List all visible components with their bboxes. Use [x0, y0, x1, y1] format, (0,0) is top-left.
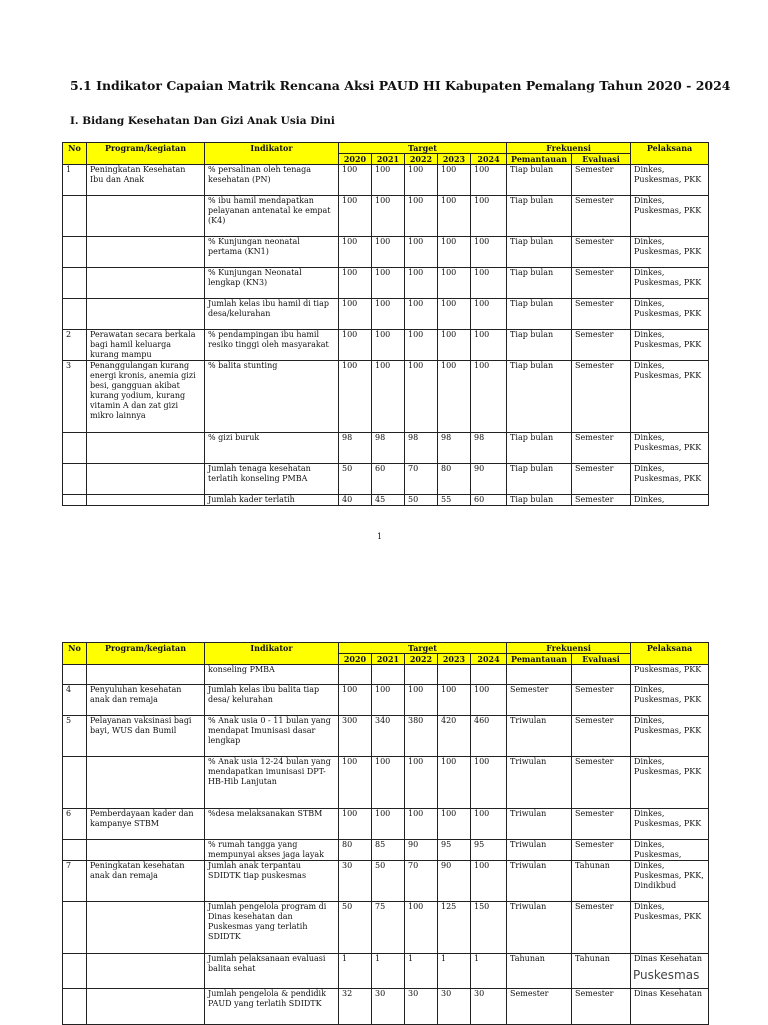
table-row	[63, 196, 709, 237]
target-2020-cell: 100	[339, 809, 372, 840]
pemantauan-cell: Tahunan	[507, 954, 572, 989]
pelaksana-cell: Dinkes, Puskesmas, PKK	[631, 268, 709, 299]
target-2024-cell: 90	[471, 464, 507, 495]
target-2020-cell: 98	[339, 433, 372, 464]
target-2024-cell: 100	[471, 861, 507, 902]
pelaksana-cell: Dinkes, Puskesmas, PKK	[631, 330, 709, 361]
pelaksana-cell: Puskesmas, PKK	[631, 665, 709, 685]
target-2021-cell: 100	[372, 361, 405, 433]
row-number	[63, 433, 87, 464]
target-2021-cell: 100	[372, 809, 405, 840]
pelaksana-cell: Dinkes, Puskesmas, PKK	[631, 237, 709, 268]
evaluasi-cell: Semester	[572, 196, 631, 237]
pemantauan-cell	[507, 665, 572, 685]
target-2020-cell: 80	[339, 840, 372, 861]
row-number	[63, 902, 87, 954]
indikator-cell: % ibu hamil mendapatkan pelayanan antenatal ke empat (K4)	[205, 196, 339, 237]
indikator-cell: % balita stunting	[205, 361, 339, 433]
target-2021-cell: 50	[372, 861, 405, 902]
target-2024-cell: 95	[471, 840, 507, 861]
target-2022-cell: 70	[405, 464, 438, 495]
header-year: 2022	[405, 654, 438, 665]
row-number	[63, 464, 87, 495]
target-2023-cell: 55	[438, 495, 471, 506]
target-2022-cell: 30	[405, 989, 438, 1025]
table-row	[63, 299, 709, 330]
pemantauan-cell: Triwulan	[507, 757, 572, 809]
target-2021-cell	[372, 665, 405, 685]
pelaksana-cell: Dinas Kesehatan	[631, 954, 709, 989]
header-indikator: Indikator	[205, 643, 339, 665]
pelaksana-cell: Dinkes, Puskesmas, PKK	[631, 464, 709, 495]
program-cell	[87, 299, 205, 330]
target-2023-cell	[438, 665, 471, 685]
program-cell	[87, 757, 205, 809]
indikator-cell: Jumlah pengelola program di Dinas kesehatan dan Puskesmas yang terlatih SDIDTK	[205, 902, 339, 954]
target-2023-cell: 100	[438, 165, 471, 196]
evaluasi-cell	[572, 665, 631, 685]
pemantauan-cell: Tiap bulan	[507, 299, 572, 330]
evaluasi-cell: Semester	[572, 268, 631, 299]
target-2020-cell: 1	[339, 954, 372, 989]
pemantauan-cell: Triwulan	[507, 840, 572, 861]
pemantauan-cell: Semester	[507, 685, 572, 716]
pelaksana-cell: Dinkes, Puskesmas,	[631, 840, 709, 861]
target-2024-cell: 100	[471, 196, 507, 237]
evaluasi-cell: Semester	[572, 716, 631, 757]
indikator-cell: Jumlah pengelola & pendidik PAUD yang terlatih SDIDTK	[205, 989, 339, 1025]
indikator-cell: % Kunjungan neonatal pertama (KN1)	[205, 237, 339, 268]
target-2020-cell: 100	[339, 237, 372, 268]
header-pelaksana: Pelaksana	[631, 643, 709, 665]
header-year: 2022	[405, 154, 438, 165]
evaluasi-cell: Semester	[572, 165, 631, 196]
target-2020-cell: 100	[339, 330, 372, 361]
indikator-cell: Jumlah anak terpantau SDIDTK tiap puskesmas	[205, 861, 339, 902]
target-2020-cell: 40	[339, 495, 372, 506]
row-number	[63, 495, 87, 506]
table-row	[63, 268, 709, 299]
evaluasi-cell: Semester	[572, 361, 631, 433]
program-cell	[87, 433, 205, 464]
table-row	[63, 330, 709, 361]
target-2021-cell: 45	[372, 495, 405, 506]
target-2022-cell: 100	[405, 237, 438, 268]
target-2022-cell: 100	[405, 268, 438, 299]
puskesmas-watermark: Puskesmas	[633, 968, 700, 982]
target-2020-cell: 32	[339, 989, 372, 1025]
evaluasi-cell: Semester	[572, 433, 631, 464]
target-2020-cell: 100	[339, 685, 372, 716]
page-number: 1	[377, 532, 383, 541]
evaluasi-cell: Tahunan	[572, 861, 631, 902]
target-2020-cell: 300	[339, 716, 372, 757]
pemantauan-cell: Tiap bulan	[507, 495, 572, 506]
pemantauan-cell: Triwulan	[507, 809, 572, 840]
target-2023-cell: 100	[438, 809, 471, 840]
header-pemantauan: Pemantauan	[507, 654, 572, 665]
header-year: 2024	[471, 154, 507, 165]
header-evaluasi: Evaluasi	[572, 154, 631, 165]
indikator-cell: Jumlah kelas ibu hamil di tiap desa/kelurahan	[205, 299, 339, 330]
target-2024-cell: 100	[471, 299, 507, 330]
table-row	[63, 361, 709, 433]
evaluasi-cell: Semester	[572, 840, 631, 861]
row-number: 5	[63, 716, 87, 757]
target-2021-cell: 60	[372, 464, 405, 495]
target-2023-cell: 125	[438, 902, 471, 954]
header-year: 2023	[438, 654, 471, 665]
row-number	[63, 665, 87, 685]
row-number	[63, 196, 87, 237]
target-2022-cell: 70	[405, 861, 438, 902]
program-cell	[87, 989, 205, 1025]
evaluasi-cell: Semester	[572, 464, 631, 495]
target-2024-cell: 100	[471, 330, 507, 361]
pemantauan-cell: Tiap bulan	[507, 361, 572, 433]
pelaksana-cell: Dinkes, Puskesmas, PKK	[631, 757, 709, 809]
target-2022-cell: 100	[405, 361, 438, 433]
target-2023-cell: 100	[438, 268, 471, 299]
indikator-cell: % Anak usia 12-24 bulan yang mendapatkan imunisasi DPT-HB-Hib Lanjutan	[205, 757, 339, 809]
target-2021-cell: 100	[372, 685, 405, 716]
program-cell: Peningkatan Kesehatan Ibu dan Anak	[87, 165, 205, 196]
program-cell	[87, 196, 205, 237]
evaluasi-cell: Semester	[572, 330, 631, 361]
target-2024-cell: 100	[471, 268, 507, 299]
row-number: 6	[63, 809, 87, 840]
pemantauan-cell: Tiap bulan	[507, 433, 572, 464]
target-2024-cell: 98	[471, 433, 507, 464]
indikator-cell: Jumlah kelas ibu balita tiap desa/ kelurahan	[205, 685, 339, 716]
program-cell	[87, 954, 205, 989]
row-number: 1	[63, 165, 87, 196]
table-row	[63, 464, 709, 495]
header-frekuensi: Frekuensi	[507, 643, 631, 654]
target-2020-cell: 100	[339, 268, 372, 299]
indikator-cell: % persalinan oleh tenaga kesehatan (PN)	[205, 165, 339, 196]
pemantauan-cell: Tiap bulan	[507, 237, 572, 268]
pemantauan-cell: Tiap bulan	[507, 268, 572, 299]
program-cell: Pelayanan vaksinasi bagi bayi, WUS dan Bumil	[87, 716, 205, 757]
row-number	[63, 757, 87, 809]
row-number	[63, 237, 87, 268]
target-2022-cell: 100	[405, 809, 438, 840]
header-year: 2023	[438, 154, 471, 165]
table-row	[63, 809, 709, 840]
evaluasi-cell: Semester	[572, 685, 631, 716]
header-year: 2024	[471, 654, 507, 665]
table-row	[63, 716, 709, 757]
target-2021-cell: 100	[372, 757, 405, 809]
pemantauan-cell: Tiap bulan	[507, 165, 572, 196]
row-number	[63, 840, 87, 861]
target-2021-cell: 75	[372, 902, 405, 954]
pemantauan-cell: Triwulan	[507, 861, 572, 902]
target-2021-cell: 100	[372, 237, 405, 268]
target-2022-cell	[405, 665, 438, 685]
row-number	[63, 954, 87, 989]
target-2024-cell: 100	[471, 809, 507, 840]
target-2023-cell: 100	[438, 757, 471, 809]
header-evaluasi: Evaluasi	[572, 654, 631, 665]
header-year: 2021	[372, 654, 405, 665]
program-cell	[87, 237, 205, 268]
target-2020-cell: 50	[339, 464, 372, 495]
indikator-cell: konseling PMBA	[205, 665, 339, 685]
table-row	[63, 433, 709, 464]
pelaksana-cell: Dinkes, Puskesmas, PKK	[631, 196, 709, 237]
target-2020-cell: 100	[339, 165, 372, 196]
pemantauan-cell: Triwulan	[507, 716, 572, 757]
target-2022-cell: 98	[405, 433, 438, 464]
pelaksana-cell: Dinkes, Puskesmas, PKK	[631, 685, 709, 716]
page-title: 5.1 Indikator Capaian Matrik Rencana Aksi PAUD HI Kabupaten Pemalang Tahun 2020 - 2024	[70, 78, 731, 93]
target-2023-cell: 80	[438, 464, 471, 495]
target-2022-cell: 1	[405, 954, 438, 989]
row-number: 3	[63, 361, 87, 433]
header-pelaksana: Pelaksana	[631, 143, 709, 165]
evaluasi-cell: Semester	[572, 902, 631, 954]
indikator-cell: % gizi buruk	[205, 433, 339, 464]
target-2024-cell	[471, 665, 507, 685]
pelaksana-cell: Dinas Kesehatan	[631, 989, 709, 1025]
row-number	[63, 299, 87, 330]
indikator-cell: % Anak usia 0 - 11 bulan yang mendapat Imunisasi dasar lengkap	[205, 716, 339, 757]
evaluasi-cell: Semester	[572, 237, 631, 268]
target-2020-cell: 100	[339, 757, 372, 809]
target-2022-cell: 100	[405, 330, 438, 361]
program-cell	[87, 665, 205, 685]
target-2021-cell: 85	[372, 840, 405, 861]
target-2024-cell: 150	[471, 902, 507, 954]
pelaksana-cell: Dinkes, Puskesmas, PKK	[631, 716, 709, 757]
program-cell	[87, 464, 205, 495]
target-2023-cell: 100	[438, 299, 471, 330]
evaluasi-cell: Semester	[572, 989, 631, 1025]
target-2020-cell	[339, 665, 372, 685]
indikator-cell: Jumlah kader terlatih	[205, 495, 339, 506]
program-cell	[87, 840, 205, 861]
evaluasi-cell: Tahunan	[572, 954, 631, 989]
indikator-cell: Jumlah pelaksanaan evaluasi balita sehat	[205, 954, 339, 989]
table-row	[63, 989, 709, 1025]
pemantauan-cell: Triwulan	[507, 902, 572, 954]
header-target: Target	[339, 643, 507, 654]
evaluasi-cell: Semester	[572, 757, 631, 809]
indikator-cell: % pendampingan ibu hamil resiko tinggi oleh masyarakat	[205, 330, 339, 361]
program-cell	[87, 495, 205, 506]
target-2020-cell: 30	[339, 861, 372, 902]
indikator-cell: Jumlah tenaga kesehatan terlatih konseling PMBA	[205, 464, 339, 495]
matrix-table-page-2	[62, 642, 709, 1025]
pelaksana-cell: Dinkes, Puskesmas, PKK, Dindikbud	[631, 861, 709, 902]
header-target: Target	[339, 143, 507, 154]
header-no: No	[63, 643, 87, 665]
table-row	[63, 665, 709, 685]
section-title: I. Bidang Kesehatan Dan Gizi Anak Usia Dini	[70, 115, 335, 127]
program-cell: Penanggulangan kurang energi kronis, anemia gizi besi, gangguan akibat kurang yodium, kurang vitamin A dan zat gizi mikro lainnya	[87, 361, 205, 433]
pelaksana-cell: Dinkes, Puskesmas, PKK	[631, 902, 709, 954]
target-2022-cell: 100	[405, 165, 438, 196]
row-number: 4	[63, 685, 87, 716]
table-row	[63, 861, 709, 902]
program-cell	[87, 268, 205, 299]
target-2024-cell: 60	[471, 495, 507, 506]
target-2023-cell: 1	[438, 954, 471, 989]
table-row	[63, 840, 709, 861]
target-2024-cell: 1	[471, 954, 507, 989]
target-2020-cell: 100	[339, 299, 372, 330]
pemantauan-cell: Tiap bulan	[507, 464, 572, 495]
pelaksana-cell: Dinkes, Puskesmas, PKK	[631, 809, 709, 840]
program-cell: Penyuluhan kesehatan anak dan remaja	[87, 685, 205, 716]
target-2022-cell: 380	[405, 716, 438, 757]
program-cell: Pemberdayaan kader dan kampanye STBM	[87, 809, 205, 840]
evaluasi-cell: Semester	[572, 495, 631, 506]
target-2024-cell: 100	[471, 237, 507, 268]
target-2024-cell: 100	[471, 165, 507, 196]
target-2023-cell: 98	[438, 433, 471, 464]
row-number: 7	[63, 861, 87, 902]
pelaksana-cell: Dinkes, Puskesmas, PKK	[631, 433, 709, 464]
table-row	[63, 685, 709, 716]
table-row	[63, 902, 709, 954]
evaluasi-cell: Semester	[572, 809, 631, 840]
pemantauan-cell: Tiap bulan	[507, 330, 572, 361]
target-2023-cell: 100	[438, 330, 471, 361]
header-no: No	[63, 143, 87, 165]
header-program: Program/kegiatan	[87, 643, 205, 665]
target-2024-cell: 460	[471, 716, 507, 757]
header-indikator: Indikator	[205, 143, 339, 165]
header-pemantauan: Pemantauan	[507, 154, 572, 165]
target-2021-cell: 100	[372, 330, 405, 361]
row-number: 2	[63, 330, 87, 361]
target-2021-cell: 100	[372, 165, 405, 196]
target-2024-cell: 100	[471, 685, 507, 716]
indikator-cell: %desa melaksanakan STBM	[205, 809, 339, 840]
header-year: 2020	[339, 654, 372, 665]
target-2024-cell: 100	[471, 757, 507, 809]
target-2023-cell: 100	[438, 685, 471, 716]
indikator-cell: % Kunjungan Neonatal lengkap (KN3)	[205, 268, 339, 299]
target-2021-cell: 1	[372, 954, 405, 989]
row-number	[63, 268, 87, 299]
target-2024-cell: 30	[471, 989, 507, 1025]
target-2023-cell: 95	[438, 840, 471, 861]
matrix-table-page-1	[62, 142, 709, 506]
target-2023-cell: 90	[438, 861, 471, 902]
pemantauan-cell: Semester	[507, 989, 572, 1025]
pelaksana-cell: Dinkes, Puskesmas, PKK	[631, 165, 709, 196]
target-2022-cell: 90	[405, 840, 438, 861]
target-2023-cell: 100	[438, 196, 471, 237]
table-row	[63, 757, 709, 809]
table-row	[63, 237, 709, 268]
table-row	[63, 954, 709, 989]
indikator-cell: % rumah tangga yang mempunyai akses jaga layak	[205, 840, 339, 861]
target-2023-cell: 420	[438, 716, 471, 757]
header-year: 2021	[372, 154, 405, 165]
target-2023-cell: 100	[438, 237, 471, 268]
evaluasi-cell: Semester	[572, 299, 631, 330]
pelaksana-cell: Dinkes,	[631, 495, 709, 506]
pemantauan-cell: Tiap bulan	[507, 196, 572, 237]
target-2021-cell: 100	[372, 196, 405, 237]
header-frekuensi: Frekuensi	[507, 143, 631, 154]
target-2022-cell: 50	[405, 495, 438, 506]
target-2021-cell: 100	[372, 268, 405, 299]
target-2020-cell: 100	[339, 361, 372, 433]
program-cell: Peningkatan kesehatan anak dan remaja	[87, 861, 205, 902]
pelaksana-cell: Dinkes, Puskesmas, PKK	[631, 361, 709, 433]
table-row	[63, 165, 709, 196]
target-2023-cell: 100	[438, 361, 471, 433]
target-2021-cell: 100	[372, 299, 405, 330]
target-2022-cell: 100	[405, 299, 438, 330]
target-2024-cell: 100	[471, 361, 507, 433]
target-2022-cell: 100	[405, 685, 438, 716]
target-2020-cell: 50	[339, 902, 372, 954]
target-2022-cell: 100	[405, 902, 438, 954]
program-cell: Perawatan secara berkala bagi hamil keluarga kurang mampu	[87, 330, 205, 361]
target-2023-cell: 30	[438, 989, 471, 1025]
row-number	[63, 989, 87, 1025]
table-row	[63, 495, 709, 506]
program-cell	[87, 902, 205, 954]
header-program: Program/kegiatan	[87, 143, 205, 165]
target-2021-cell: 98	[372, 433, 405, 464]
target-2022-cell: 100	[405, 757, 438, 809]
target-2021-cell: 30	[372, 989, 405, 1025]
target-2022-cell: 100	[405, 196, 438, 237]
pelaksana-cell: Dinkes, Puskesmas, PKK	[631, 299, 709, 330]
target-2021-cell: 340	[372, 716, 405, 757]
target-2020-cell: 100	[339, 196, 372, 237]
header-year: 2020	[339, 154, 372, 165]
